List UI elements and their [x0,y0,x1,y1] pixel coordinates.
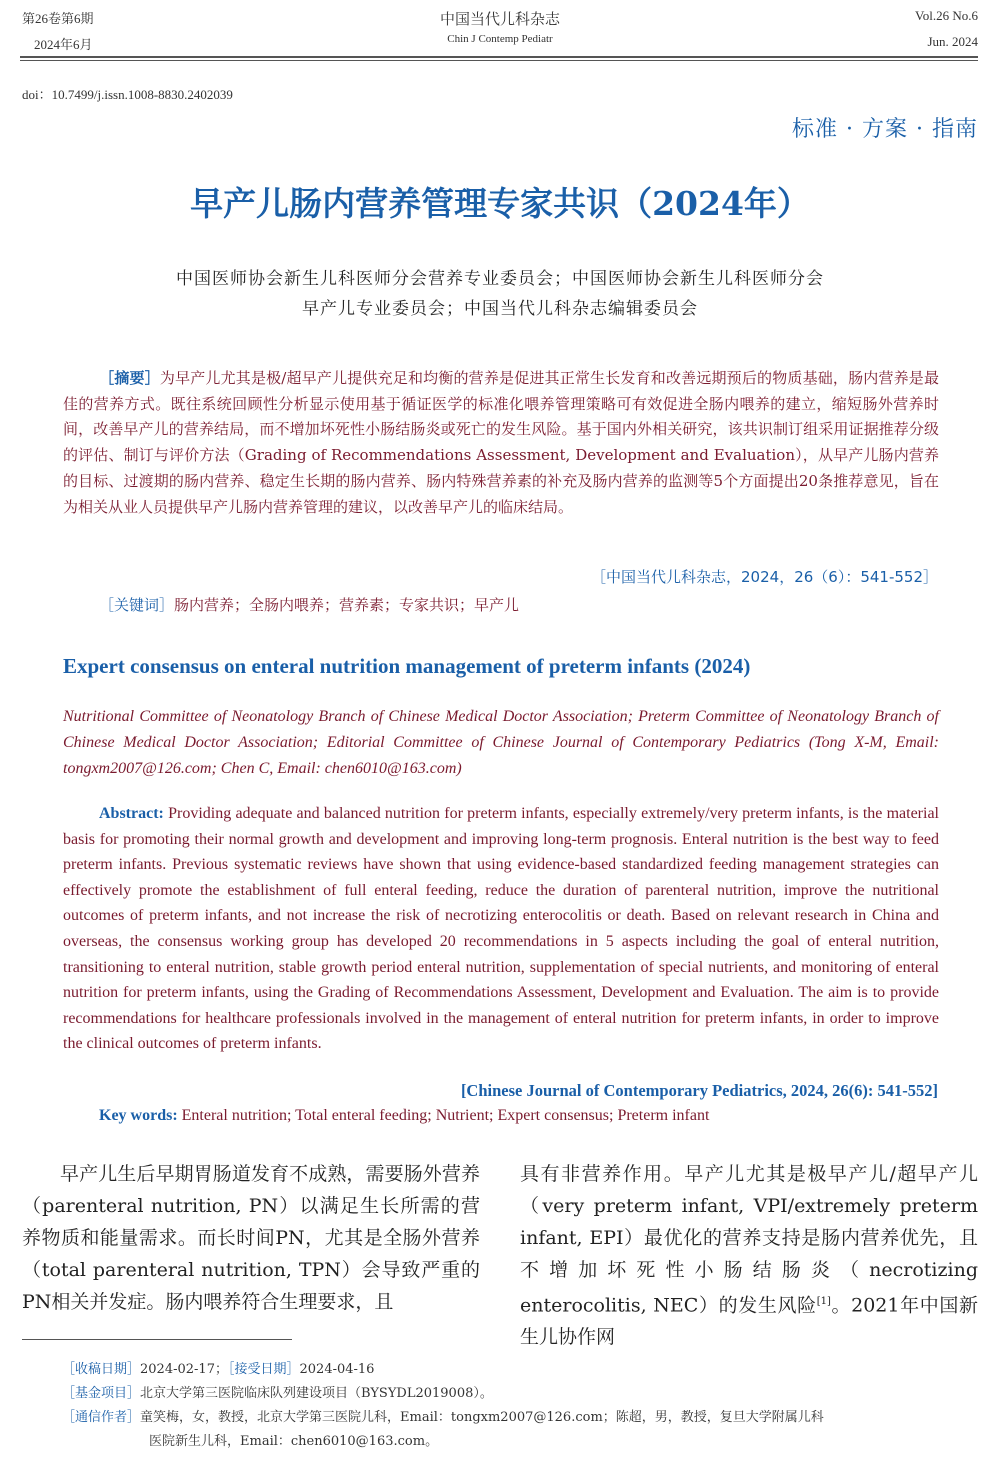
header-vol-no-en: Vol.26 No.6 [915,8,978,23]
keywords-en-label: Key words: [99,1107,178,1124]
accepted-label: ［接受日期］ [227,1362,300,1377]
reference-link[interactable]: [1] [816,1296,831,1307]
authors-cn-line2: 早产儿专业委员会；中国当代儿科杂志编辑委员会 [302,299,698,319]
authors-cn-line1: 中国医师协会新生儿科医师分会营养专业委员会；中国医师协会新生儿科医师分会 [176,269,824,289]
corr-text-line1: 童笑梅，女，教授，北京大学第三医院儿科，Email：tongxm2007@126.com；陈超，男，教授，复旦大学附属儿科 [140,1410,824,1425]
keywords-en [99,1107,709,1125]
body-text-left-column: 早产儿生后早期胃肠道发育不成熟，需要肠外营养（parenteral nutrition, PN）以满足生长所需的营养物质和能量需求。而长时间PN，尤其是全肠外营养（total parenteral nutrition, TPN）会导致严重的PN相关并发症。肠内喂养符合生理要求，且 [22,1163,480,1313]
section-tag: 标准 · 方案 · 指南 [792,117,978,142]
corr-label: ［通信作者］ [62,1410,141,1425]
abstract-cn-label: ［摘要］ [99,369,160,387]
keywords-en-text: Enteral nutrition; Total enteral feeding; Nutrient; Expert consensus; Preterm infant [181,1107,710,1124]
abstract-cn [63,366,939,520]
abstract-en [63,801,939,1057]
header-rule [20,56,978,58]
citation-cn: ［中国当代儿科杂志，2024，26（6）：541-552］ [591,568,938,586]
header-date-cn: 2024年6月 [34,37,93,52]
header-date-en: Jun. 2024 [927,34,978,49]
abstract-en-text: Providing adequate and balanced nutrition for preterm infants, especially extremely/very preterm infants, is the material basis for promoting their normal growth and development and improving long-term prognosis. Enteral nutrition is the best way to feed preterm infants. Previous systematic reviews have shown that using evidence-based standardized feeding management strategies can effectively promote the establishment of full enteral feeding, reduce the duration of parenteral nutrition, improve the nutritional outcomes of preterm infants, and not increase the risk of necrotizing enterocolitis or death. Based on relevant research in China and overseas, the consensus working group has developed 20 recommendations in 5 aspects including the goal of enteral nutrition, transitioning to enteral nutrition, stable growth period enteral nutrition, supplementation of special nutrients, and monitoring of enteral nutrition for preterm infants, using the Grading of Recommendations Assessment, Development and Evaluation. The aim is to provide recommendations for healthcare professionals involved in the management of enteral nutrition for preterm infants, in order to improve the clinical outcomes of preterm infants. [63,805,940,1053]
fund-label: ［基金项目］ [62,1386,141,1401]
header-journal-en: Chin J Contemp Pediatr [447,33,553,45]
citation-en: [Chinese Journal of Contemporary Pediatrics, 2024, 26(6): 541-552] [460,1081,938,1100]
corr-text-line2: 医院新生儿科，Email：chen6010@163.com。 [149,1434,439,1449]
body-text-right-column [520,1158,978,1353]
keywords-cn-text: 肠内营养；全肠内喂养；营养素；专家共识；早产儿 [174,596,520,614]
received-label: ［收稿日期］ [62,1362,141,1377]
doi[interactable]: doi：10.7499/j.issn.1008-8830.2402039 [22,87,233,102]
keywords-cn [99,594,519,615]
keywords-cn-label: ［关键词］ [99,596,175,614]
header-rule-thin [20,60,978,61]
authors-en: Nutritional Committee of Neonatology Branch of Chinese Medical Doctor Association; Preterm Committee of Neonatology Branch of Chinese Medical Doctor Association; Editorial Committee of Chinese Journal of Contemporary Pediatrics (Tong X-M, Email: tongxm2007@126.com; Chen C, Email: chen6010@163.com) [63,708,939,777]
authors-cn [0,264,1000,324]
body-right-text-end: 。2021年中国新生儿协作网 [520,1294,978,1349]
article-title-cn: 早产儿肠内营养管理专家共识（2024年） [190,184,810,223]
header-journal-cn: 中国当代儿科杂志 [439,10,560,28]
received-date: 2024-02-17； [140,1362,228,1377]
footnote-corresponding [62,1406,982,1454]
footnote-fund [62,1382,493,1406]
footnote-rule [22,1339,292,1340]
abstract-en-label: Abstract: [99,805,164,822]
article-title-en: Expert consensus on enteral nutrition management of preterm infants (2024) [63,654,751,678]
header-volume-issue: 第26卷第6期 [22,11,94,26]
fund-text: 北京大学第三医院临床队列建设项目（BYSYDL2019008）。 [140,1386,493,1401]
footnote-dates [62,1358,374,1382]
body-right-text: 具有非营养作用。早产儿尤其是极早产儿/超早产儿（very preterm infant, VPI/extremely preterm infant, EPI）最优化的营养支持是肠内营养优先，且不增加坏死性小肠结肠炎（necrotizing enterocolitis, NEC）的发生风险 [520,1163,978,1317]
abstract-cn-text: 为早产儿尤其是极/超早产儿提供充足和均衡的营养是促进其正常生长发育和改善远期预后的物质基础，肠内营养是最佳的营养方式。既往系统回顾性分析显示使用基于循证医学的标准化喂养管理策略可有效促进全肠内喂养的建立，缩短肠外营养时间，改善早产儿的营养结局，而不增加坏死性小肠结肠炎或死亡的发生风险。基于国内外相关研究，该共识制订组采用证据推荐分级的评估、制订与评价方法（Grading of Recommendations Assessment, Development and Evaluation），从早产儿肠内营养的目标、过渡期的肠内营养、稳定生长期的肠内营养、肠内特殊营养素的补充及肠内营养的监测等5个方面提出20条推荐意见，旨在为相关从业人员提供早产儿肠内营养管理的建议，以改善早产儿的临床结局。 [63,369,939,516]
accepted-date: 2024-04-16 [299,1362,375,1377]
